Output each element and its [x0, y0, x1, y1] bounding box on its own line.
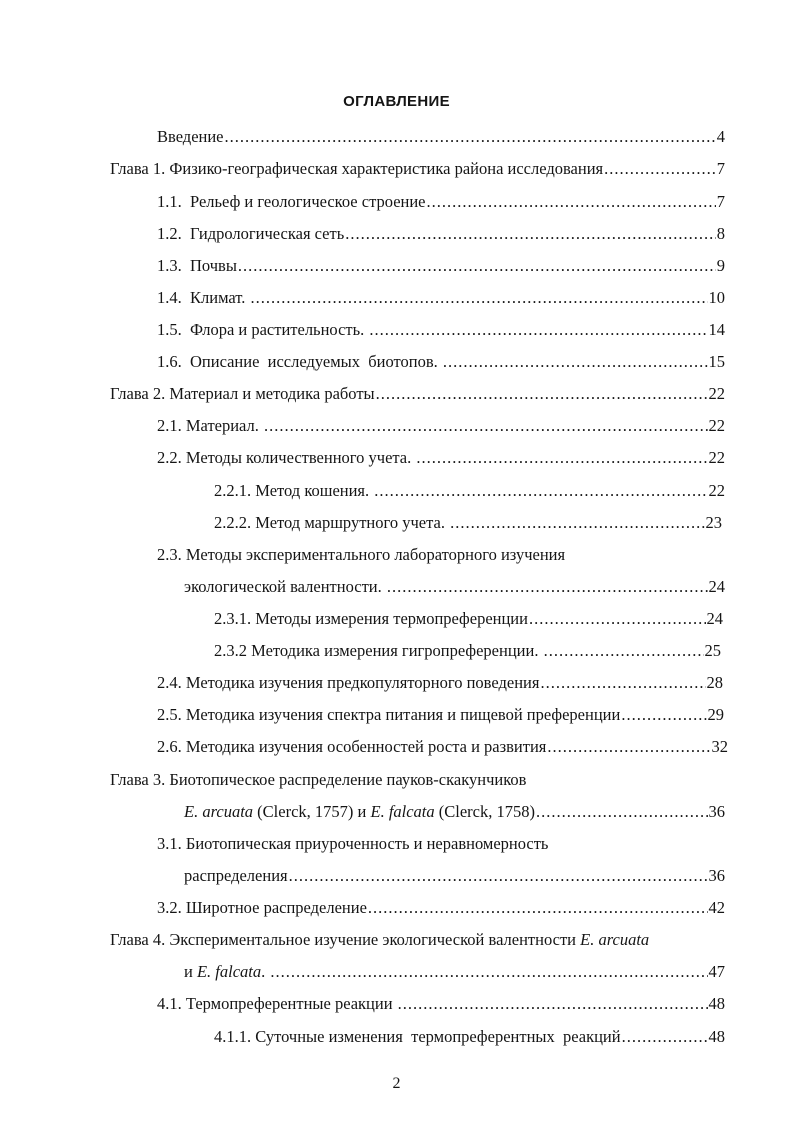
- species-name: E. falcata: [370, 802, 435, 821]
- toc-label: Глава 4. Экспериментальное изучение экологической валентности E. arcuata: [110, 930, 650, 949]
- toc-page: 36: [708, 802, 725, 821]
- toc-leader: [225, 127, 716, 147]
- toc-entry: [184, 577, 725, 597]
- toc-label: 4.1. Термопреферентные реакции: [157, 994, 397, 1013]
- toc-leader: [345, 224, 716, 244]
- toc-label: 4.1.1. Суточные изменения термопреферентных реакций: [214, 1027, 621, 1046]
- toc-page: 47: [708, 962, 725, 981]
- toc-label: Глава 1. Физико-географическая характеристика района исследования: [110, 159, 604, 178]
- toc-page: 22: [708, 384, 725, 403]
- toc-page: 10: [708, 288, 725, 307]
- toc-page: 32: [711, 737, 728, 756]
- toc-entry: [157, 416, 725, 436]
- toc-entry: [184, 802, 725, 822]
- toc-label: 2.2.1. Метод кошения.: [214, 481, 374, 500]
- species-name: E. arcuata: [580, 930, 650, 949]
- toc-label: 2.6. Методика изучения особенностей роста и развития: [157, 737, 547, 756]
- toc-entry: [157, 224, 725, 244]
- toc-page: 24: [708, 577, 725, 596]
- toc-label: Глава 3. Биотопическое распределение пауков-скакунчиков: [110, 770, 527, 789]
- toc-title: ОГЛАВЛЕНИЕ: [343, 93, 450, 110]
- toc-entry: [157, 288, 725, 308]
- toc-page: 22: [708, 448, 725, 467]
- toc-label: 2.2.2. Метод маршрутного учета.: [214, 513, 450, 532]
- toc-leader: [251, 288, 708, 308]
- toc-page: 23: [705, 513, 722, 532]
- toc-entry: [214, 513, 722, 533]
- toc-label: Глава 2. Материал и методика работы: [110, 384, 375, 403]
- toc-leader: [289, 866, 708, 886]
- toc-entry: [110, 930, 649, 950]
- toc-page: 36: [708, 866, 725, 885]
- toc-page: 15: [708, 352, 725, 371]
- toc-label: 1.2. Гидрологическая сеть: [157, 224, 345, 243]
- page-number: 2: [392, 1075, 401, 1092]
- toc-leader: [540, 673, 705, 693]
- toc-entry: [157, 320, 725, 340]
- toc-page: 4: [716, 127, 725, 146]
- toc-leader: [368, 898, 708, 918]
- toc-page: 48: [708, 994, 725, 1013]
- toc-label: 3.1. Биотопическая приуроченность и неравномерность: [157, 834, 549, 853]
- toc-label: 2.3.2 Методика измерения гигропреференции.: [214, 641, 543, 660]
- toc-leader: [547, 737, 710, 757]
- toc-label: 2.2. Методы количественного учета.: [157, 448, 416, 467]
- toc-leader: [416, 448, 707, 468]
- toc-label: 1.3. Почвы: [157, 256, 237, 275]
- toc-entry: [110, 770, 526, 790]
- toc-leader: [387, 577, 708, 597]
- toc-entry: [157, 673, 723, 693]
- toc-label: экологической валентности.: [184, 577, 386, 596]
- toc-entry: [110, 159, 725, 179]
- toc-entry: [157, 898, 725, 918]
- toc-page: 7: [716, 192, 725, 211]
- toc-leader: [238, 256, 716, 276]
- toc-leader: [450, 513, 704, 533]
- toc-entry: [157, 256, 725, 276]
- toc-label: 2.3.1. Методы измерения термопреференции: [214, 609, 528, 628]
- toc-leader: [622, 1027, 708, 1047]
- toc-page: 22: [708, 481, 725, 500]
- toc-entry: [214, 641, 721, 661]
- species-name: E. arcuata: [184, 802, 254, 821]
- toc-page: 14: [708, 320, 725, 339]
- toc-entry: [157, 448, 725, 468]
- toc-entry: [157, 545, 565, 565]
- toc-label: 2.5. Методика изучения спектра питания и пищевой преференции: [157, 705, 621, 724]
- toc-page: 42: [708, 898, 725, 917]
- toc-entry: [157, 127, 725, 147]
- toc-entry: [214, 481, 725, 501]
- toc-label: и E. falcata.: [184, 962, 270, 981]
- toc-entry: [157, 994, 725, 1014]
- toc-leader: [398, 994, 708, 1014]
- toc-page: 22: [708, 416, 725, 435]
- toc-label: 1.5. Флора и растительность.: [157, 320, 369, 339]
- toc-page: 24: [706, 609, 723, 628]
- species-name: E. falcata: [196, 962, 262, 981]
- toc-page: 29: [707, 705, 724, 724]
- toc-leader: [270, 962, 707, 982]
- toc-leader: [369, 320, 707, 340]
- toc-label: Введение: [157, 127, 224, 146]
- toc-label: 1.1. Рельеф и геологическое строение: [157, 192, 426, 211]
- toc-leader: [544, 641, 704, 661]
- toc-page: 8: [716, 224, 725, 243]
- toc-label: 1.6. Описание исследуемых биотопов.: [157, 352, 442, 371]
- toc-label: E. arcuata (Clerck, 1757) и E. falcata (Clerck, 1758): [184, 802, 535, 821]
- toc-leader: [443, 352, 708, 372]
- toc-label: 2.4. Методика изучения предкопуляторного поведения: [157, 673, 540, 692]
- toc-label: распределения: [184, 866, 288, 885]
- toc-entry: [110, 384, 725, 404]
- toc-label: 1.4. Климат.: [157, 288, 250, 307]
- toc-leader: [536, 802, 708, 822]
- toc-leader: [604, 159, 716, 179]
- toc-entry: [214, 609, 723, 629]
- toc-entry: [184, 962, 725, 982]
- toc-page: 48: [708, 1027, 725, 1046]
- toc-entry: [157, 737, 728, 757]
- toc-page: 7: [716, 159, 725, 178]
- toc-leader: [529, 609, 706, 629]
- toc-label: 2.1. Материал.: [157, 416, 264, 435]
- toc-leader: [374, 481, 707, 501]
- toc-leader: [427, 192, 716, 212]
- toc-page: 9: [716, 256, 725, 275]
- toc-page: 28: [706, 673, 723, 692]
- toc-page: 25: [704, 641, 721, 660]
- toc-entry: [214, 1027, 725, 1047]
- toc-label: 3.2. Широтное распределение: [157, 898, 367, 917]
- toc-entry: [157, 705, 724, 725]
- toc-leader: [376, 384, 708, 404]
- toc-label: 2.3. Методы экспериментального лабораторного изучения: [157, 545, 566, 564]
- toc-leader: [264, 416, 707, 436]
- toc-entry: [157, 192, 725, 212]
- toc-entry: [157, 352, 725, 372]
- toc-entry: [157, 834, 548, 854]
- toc-leader: [621, 705, 706, 725]
- toc-entry: [184, 866, 725, 886]
